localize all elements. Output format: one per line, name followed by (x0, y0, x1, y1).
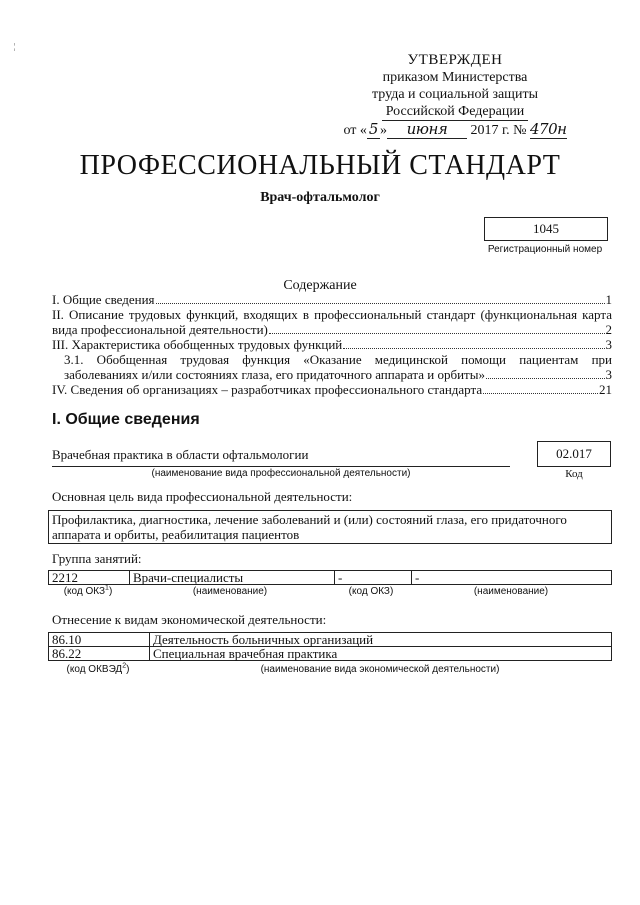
toc-item-page: 21 (599, 382, 612, 397)
date-year: 2017 г. № (470, 123, 527, 138)
toc-item[interactable] (52, 322, 612, 337)
okved-code: 86.22 (49, 647, 150, 661)
goal-line-2: аппарата и орбиты, реабилитация пациентов (52, 527, 300, 542)
toc-item-text: заболеваниях и/или состояниях глаза, его придаточного аппарата и орбиты» (64, 367, 485, 382)
approval-date-line (300, 121, 610, 139)
toc-item-text: III. Характеристика обобщенных трудовых функций (52, 337, 343, 352)
okz-code-2: - (335, 571, 412, 585)
approval-heading: УТВЕРЖДЕН (407, 52, 503, 68)
table-row (49, 571, 612, 585)
toc-item-page: 3 (605, 367, 612, 382)
order-number: 470н (530, 120, 567, 138)
toc-item-page: 1 (605, 292, 612, 307)
occupation-group-table (48, 570, 612, 585)
okz-code-1: 2212 (49, 571, 130, 585)
goal-box (48, 510, 612, 544)
table-row (49, 647, 612, 661)
okved-table (48, 632, 612, 661)
toc-item-page: 2 (605, 322, 612, 337)
table-of-contents (52, 292, 612, 397)
okved-label: Отнесение к видам экономической деятельности: (52, 612, 327, 627)
date-prefix: от « (343, 123, 367, 138)
toc-heading: Содержание (283, 278, 357, 293)
okved-name: Специальная врачебная практика (150, 647, 612, 661)
okved-caption-name: (наименование вида экономической деятельности) (260, 664, 500, 675)
registration-number-box: 1045 (484, 217, 608, 241)
toc-item[interactable] (52, 367, 612, 382)
okz-name-1: Врачи-специалисты (130, 571, 335, 585)
approval-block (300, 52, 610, 139)
toc-item[interactable] (52, 337, 612, 352)
group-caption-code1 (48, 586, 128, 597)
date-sep: » (379, 123, 387, 138)
group-caption-name1: (наименование) (192, 586, 268, 597)
approval-line-2: труда и социальной защиты (372, 87, 538, 102)
toc-item-line[interactable]: II. Описание трудовых функций, входящих в профессиональный стандарт (функциональная карта (52, 307, 612, 322)
activity-underline (52, 466, 510, 467)
toc-item-page: 3 (605, 337, 612, 352)
date-month: июня (387, 121, 467, 139)
toc-item-text: вида профессиональной деятельности) (52, 322, 268, 337)
toc-item-line[interactable]: 3.1. Обобщенная трудовая функция «Оказание медицинской помощи пациентам при (64, 352, 612, 367)
okved-name: Деятельность больничных организаций (150, 633, 612, 647)
activity-caption: (наименование вида профессиональной деятельности) (151, 468, 411, 479)
scan-mark: ¦ (14, 42, 16, 51)
goal-label: Основная цель вида профессиональной деятельности: (52, 489, 353, 504)
toc-item-text: IV. Сведения об организациях – разработчиках профессионального стандарта (52, 382, 483, 397)
footnote-mark: 1 (105, 584, 109, 592)
caption-text: (код ОКЗ (63, 586, 106, 597)
section-1-heading: I. Общие сведения (52, 411, 200, 428)
registration-number-label: Регистрационный номер (487, 244, 603, 255)
approval-line-3: Российской Федерации (382, 103, 529, 121)
okved-caption-code (48, 664, 148, 675)
toc-item[interactable] (52, 292, 612, 307)
activity-code-box: 02.017 (537, 441, 611, 467)
toc-item[interactable] (52, 382, 612, 397)
goal-line-1: Профилактика, диагностика, лечение заболеваний и (или) состояний глаза, его придаточного (52, 512, 567, 527)
group-caption-name2: (наименование) (473, 586, 549, 597)
toc-item-text: I. Общие сведения (52, 292, 155, 307)
caption-end: ) (108, 586, 113, 597)
activity-name: Врачебная практика в области офтальмологии (52, 447, 309, 462)
caption-end: ) (126, 664, 130, 675)
group-label: Группа занятий: (52, 551, 142, 566)
activity-code-label: Код (565, 468, 583, 480)
okz-name-2: - (412, 571, 612, 585)
document-subtitle: Врач-офтальмолог (260, 190, 380, 205)
okved-code: 86.10 (49, 633, 150, 647)
date-day: 5 (368, 120, 378, 138)
approval-line-1: приказом Министерства (382, 70, 528, 85)
caption-text: (код ОКВЭД (66, 664, 123, 675)
table-row (49, 633, 612, 647)
document-title: ПРОФЕССИОНАЛЬНЫЙ СТАНДАРТ (79, 150, 561, 181)
group-caption-code2: (код ОКЗ) (348, 586, 394, 597)
footnote-mark: 2 (122, 662, 127, 670)
